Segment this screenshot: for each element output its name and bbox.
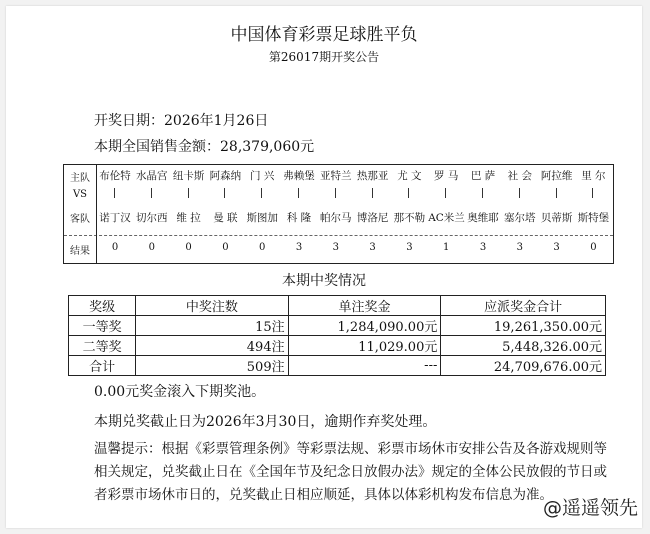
row-level: 二等奖: [69, 336, 136, 356]
draw-date: 开奖日期：2026年1月26日: [94, 113, 269, 129]
match-column: [207, 165, 243, 263]
home-team: 布伦特: [99, 170, 131, 182]
match-result: 3: [369, 242, 376, 253]
row-level: 一等奖: [69, 316, 136, 336]
vs-bar: [335, 188, 336, 198]
match-result: 3: [553, 242, 560, 253]
vs-bar: [114, 188, 115, 198]
away-team: 帕尔马: [320, 212, 352, 224]
away-team: 曼 联: [213, 212, 238, 224]
row-count: 494注: [136, 336, 288, 356]
announcement-sheet: [6, 6, 642, 528]
vs-bar: [408, 188, 409, 198]
match-column: [539, 165, 575, 263]
watermark: @遥遥领先: [542, 497, 638, 519]
match-result: 0: [259, 242, 266, 253]
match-column: [428, 165, 464, 263]
match-table: [63, 164, 614, 264]
row-total-prize: 24,709,676.00元: [441, 356, 606, 376]
issue-subtitle: 第26017期开奖公告: [268, 50, 380, 64]
match-result: 0: [148, 242, 155, 253]
match-column: [244, 165, 280, 263]
away-team: 诺丁汉: [99, 212, 131, 224]
match-column: [281, 165, 317, 263]
row-level: 合计: [69, 356, 136, 376]
row-unit-prize: 11,029.00元: [288, 336, 441, 356]
header-level: 奖级: [69, 296, 136, 316]
match-result: 3: [479, 242, 487, 253]
match-result: 1: [443, 242, 450, 253]
vs-bar: [556, 188, 557, 198]
vs-bar: [592, 188, 593, 198]
away-team: 斯特堡: [577, 212, 610, 224]
prize-table: [68, 295, 606, 376]
match-column: [318, 165, 354, 263]
match-column: [134, 165, 170, 263]
away-team: 科 隆: [286, 212, 312, 224]
away-team: 切尔西: [136, 212, 168, 224]
home-team: 弗赖堡: [283, 170, 315, 182]
away-team: 塞尔塔: [504, 212, 536, 224]
match-result: 0: [111, 242, 119, 253]
label-result: 结果: [70, 246, 90, 257]
away-team: 奥维耶: [467, 212, 499, 224]
match-result: 0: [185, 242, 192, 253]
prize-table-header: [69, 296, 606, 316]
match-column: [502, 165, 538, 263]
vs-bar: [519, 188, 520, 198]
vs-bar: [261, 188, 262, 198]
row-total-prize: 19,261,350.00元: [441, 316, 606, 336]
vs-bar: [188, 188, 189, 198]
match-column: [355, 165, 391, 263]
home-team: 门 兴: [250, 170, 275, 182]
sales-amount: 本期全国销售金额：28,379,060元: [94, 139, 315, 155]
match-result: 0: [222, 242, 229, 253]
home-team: 阿森纳: [209, 170, 242, 182]
home-team: 阿拉维: [540, 170, 573, 182]
vs-bar: [482, 188, 483, 198]
label-away: 客队: [70, 214, 90, 225]
away-team: 博洛尼: [356, 212, 389, 224]
header-unit-prize: 单注奖金: [288, 296, 441, 316]
away-team: 维 拉: [176, 212, 201, 224]
vs-bar: [298, 188, 299, 198]
away-team: 斯图加: [246, 212, 278, 224]
home-team: 热那亚: [356, 170, 389, 182]
match-column: [97, 165, 133, 263]
table-row: [69, 336, 606, 356]
match-result: 3: [406, 242, 413, 253]
vs-bar: [224, 188, 225, 198]
page-title: 中国体育彩票足球胜平负: [230, 25, 418, 45]
rollover-note: 0.00元奖金滚入下期奖池。: [94, 384, 266, 400]
home-team: 水晶宫: [136, 170, 168, 182]
tip-paragraph: 温馨提示：根据《彩票管理条例》等彩票法规、彩票市场休市安排公告及各游戏规则等相关规定，兑奖截止日在《全国年节及纪念日放假办法》规定的全体公民放假的节日或者彩票市场休市日的，兑奖截止日相应顺延，具体以体彩机构发布信息为准。: [94, 441, 607, 503]
label-vs: VS: [72, 189, 88, 200]
match-column: [391, 165, 427, 263]
label-home: 主队: [70, 173, 90, 184]
row-total-prize: 5,448,326.00元: [441, 336, 606, 356]
deadline-note: 本期兑奖截止日为2026年3月30日，逾期作弃奖处理。: [94, 414, 437, 430]
match-result: 0: [590, 242, 597, 253]
away-team: AC米兰: [428, 212, 465, 224]
table-row: [69, 316, 606, 336]
row-unit-prize: 1,284,090.00元: [288, 316, 441, 336]
vs-bar: [445, 188, 446, 198]
match-column: [171, 165, 207, 263]
match-result: 3: [295, 242, 303, 253]
match-column: [465, 165, 501, 263]
prize-section-title: 本期中奖情况: [282, 273, 366, 289]
home-team: 尤 文: [397, 170, 422, 182]
match-result: 3: [332, 242, 339, 253]
header-total-prize: 应派奖金合计: [441, 296, 606, 316]
home-team: 纽卡斯: [172, 170, 205, 182]
home-team: 巴 萨: [470, 170, 496, 182]
header-count: 中奖注数: [136, 296, 288, 316]
home-team: 罗 马: [434, 170, 459, 182]
row-count: 15注: [136, 316, 288, 336]
row-unit-prize: ---: [288, 356, 441, 376]
away-team: 贝蒂斯: [540, 212, 573, 224]
vs-bar: [372, 188, 373, 198]
table-row: [69, 356, 606, 376]
row-count: 509注: [136, 356, 288, 376]
match-result: 3: [516, 242, 523, 253]
home-team: 里 尔: [581, 170, 606, 182]
home-team: 社 会: [507, 170, 532, 182]
home-team: 亚特兰: [320, 170, 352, 182]
match-column: [575, 165, 611, 263]
away-team: 那不勒: [393, 212, 426, 224]
vs-bar: [151, 188, 152, 198]
